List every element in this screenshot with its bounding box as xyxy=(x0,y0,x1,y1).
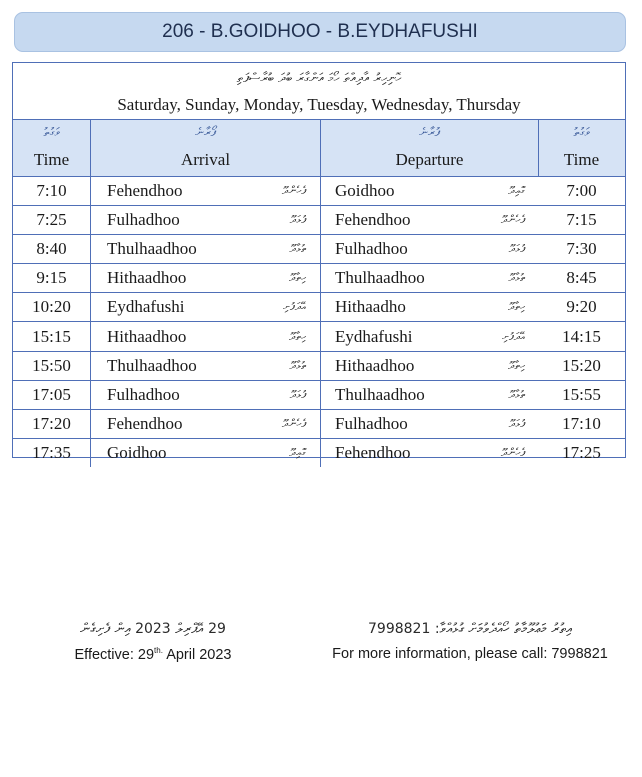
arrival-island xyxy=(91,352,321,380)
departure-island-english: Goidhoo xyxy=(335,181,395,201)
table-row xyxy=(13,381,625,410)
arrival-time: 17:20 xyxy=(13,410,91,438)
arrival-island-dhivehi: ތުޅާދޫ xyxy=(289,242,306,256)
departure-island xyxy=(321,439,539,467)
departure-island-english: Thulhaadhoo xyxy=(335,384,425,404)
arrival-time: 17:05 xyxy=(13,381,91,409)
arrival-island xyxy=(91,206,321,234)
contact-info-english: For more information, please call: 7998821 xyxy=(332,646,608,662)
header-arrival-time xyxy=(13,120,91,176)
arrival-island-english: Thulhaadhoo xyxy=(107,239,197,259)
operating-days xyxy=(13,63,625,120)
arrival-island xyxy=(91,177,321,205)
arrival-island xyxy=(91,264,321,292)
arrival-island-english: Fehendhoo xyxy=(107,413,183,433)
route-title: 206 - B.GOIDHOO - B.EYDHAFUSHI xyxy=(14,12,626,52)
departure-island xyxy=(321,293,539,321)
header-arrival xyxy=(91,120,321,176)
contact-info-dhivehi: އިތުރު މަޢުލޫމާތު ހޯއްދެވުމަށް ގުޅުއްވާ: 7998821 xyxy=(368,621,572,637)
header-label-dhivehi: ފޯރާނެ xyxy=(195,125,216,139)
header-label-dhivehi: ވަގުތު xyxy=(43,125,60,139)
effective-day: 29 xyxy=(137,646,155,663)
arrival-island-english: Hithaadhoo xyxy=(107,268,187,288)
header-label-dhivehi: ވަގުތު xyxy=(573,125,590,139)
departure-island-english: Eydhafushi xyxy=(335,326,413,346)
table-row xyxy=(13,439,625,467)
arrival-island-english: Fulhadhoo xyxy=(107,384,180,404)
departure-island-dhivehi: ތުޅާދޫ xyxy=(508,387,525,401)
arrival-time: 15:15 xyxy=(13,322,91,350)
departure-time: 8:45 xyxy=(566,268,597,288)
departure-time: 14:15 xyxy=(562,326,601,346)
arrival-island-dhivehi: ފުޅަދޫ xyxy=(289,213,306,227)
table-row xyxy=(13,264,625,293)
departure-island xyxy=(321,352,539,380)
arrival-island-dhivehi: ފުޅަދޫ xyxy=(289,387,306,401)
arrival-island-english: Hithaadhoo xyxy=(107,326,187,346)
arrival-island-english: Fulhadhoo xyxy=(107,210,180,230)
departure-island xyxy=(321,322,539,350)
table-row xyxy=(13,206,625,235)
departure-island-english: Thulhaadhoo xyxy=(335,268,425,288)
departure-island-dhivehi: ފުޅަދޫ xyxy=(508,242,525,256)
operating-days-english: Saturday, Sunday, Monday, Tuesday, Wednesday, Thursday xyxy=(117,95,521,114)
arrival-island-dhivehi: ފެހެންދޫ xyxy=(281,416,306,430)
departure-time: 15:55 xyxy=(562,384,601,404)
departure-time: 9:20 xyxy=(566,297,597,317)
arrival-island-english: Goidhoo xyxy=(107,442,167,462)
table-row xyxy=(13,352,625,381)
departure-island-english: Fehendhoo xyxy=(335,210,411,230)
effective-label: Effective: xyxy=(74,646,134,663)
arrival-island-dhivehi: ހިތާދޫ xyxy=(289,329,306,343)
arrival-island-dhivehi: އޭދަފުށި xyxy=(283,300,306,314)
departure-island-english: Fulhadhoo xyxy=(335,239,408,259)
header-label-english: Time xyxy=(33,150,70,169)
arrival-island xyxy=(91,410,321,438)
arrival-time: 17:35 xyxy=(13,439,91,467)
header-departure-time xyxy=(539,120,624,176)
arrival-time: 10:20 xyxy=(13,293,91,321)
departure-island-dhivehi: ހިތާދޫ xyxy=(508,300,525,314)
departure-time: 15:20 xyxy=(562,355,601,375)
arrival-time: 8:40 xyxy=(13,235,91,263)
departure-island-english: Hithaadhoo xyxy=(335,355,415,375)
timetable xyxy=(12,62,626,462)
operating-days-dhivehi: ހޮނިހިރު އާދިއްތަ ހޯމަ އަންގާރަ ބުދަ ބުރާސްފަތި xyxy=(236,71,402,86)
arrival-time: 9:15 xyxy=(13,264,91,292)
departure-island xyxy=(321,410,539,438)
departure-island-english: Hithaadho xyxy=(335,297,406,317)
table-row xyxy=(13,410,625,439)
arrival-island-english: Eydhafushi xyxy=(107,297,185,317)
departure-time: 7:00 xyxy=(566,181,597,201)
column-headers xyxy=(13,120,625,177)
arrival-time: 7:25 xyxy=(13,206,91,234)
departure-island-dhivehi: ފެހެންދޫ xyxy=(500,213,525,227)
departure-island-dhivehi: ފުޅަދޫ xyxy=(508,416,525,430)
departure-time: 7:30 xyxy=(566,239,597,259)
header-departure xyxy=(321,120,539,176)
arrival-island-dhivehi: ހިތާދޫ xyxy=(289,271,306,285)
arrival-island xyxy=(91,293,321,321)
header-label-english: Departure xyxy=(395,150,464,169)
arrival-island-dhivehi: ތުޅާދޫ xyxy=(289,358,306,372)
header-label-english: Arrival xyxy=(180,150,231,169)
departure-time: 7:15 xyxy=(566,210,597,230)
departure-island-dhivehi: ފެހެންދޫ xyxy=(500,445,525,459)
effective-date-dhivehi: 29 އޭޕްރިލް 2023 އިން ފެށިގެން xyxy=(80,621,226,637)
arrival-island-dhivehi: ގޮއިދޫ xyxy=(289,445,306,459)
effective-month-year: April 2023 xyxy=(166,646,232,663)
effective-date xyxy=(48,618,258,663)
table-row xyxy=(13,293,625,322)
departure-island xyxy=(321,206,539,234)
departure-time: 17:25 xyxy=(562,442,601,462)
arrival-island xyxy=(91,322,321,350)
arrival-island-english: Fehendhoo xyxy=(107,181,183,201)
arrival-island xyxy=(91,235,321,263)
table-row xyxy=(13,177,625,206)
departure-island-english: Fulhadhoo xyxy=(335,413,408,433)
arrival-time: 7:10 xyxy=(13,177,91,205)
header-label-english: Time xyxy=(563,150,600,169)
departure-time: 17:10 xyxy=(562,413,601,433)
departure-island-english: Fehendhoo xyxy=(335,442,411,462)
effective-date-english xyxy=(48,646,258,663)
arrival-island-dhivehi: ފެހެންދޫ xyxy=(281,184,306,198)
departure-island-dhivehi: ތުޅާދޫ xyxy=(508,271,525,285)
table-row xyxy=(13,322,625,351)
arrival-island xyxy=(91,439,321,467)
arrival-time: 15:50 xyxy=(13,352,91,380)
table-row xyxy=(13,235,625,264)
arrival-island-english: Thulhaadhoo xyxy=(107,355,197,375)
departure-island-dhivehi: ގޮއިދޫ xyxy=(508,184,525,198)
effective-day-suffix: th. xyxy=(154,646,163,655)
departure-island xyxy=(321,264,539,292)
departure-island xyxy=(321,381,539,409)
departure-island xyxy=(321,235,539,263)
arrival-island xyxy=(91,381,321,409)
contact-info xyxy=(320,618,620,662)
departure-island-dhivehi: އޭދަފުށި xyxy=(502,329,525,343)
header-label-dhivehi: ފުރާނެ xyxy=(419,125,440,139)
departure-island-dhivehi: ހިތާދޫ xyxy=(508,358,525,372)
departure-island xyxy=(321,177,539,205)
timetable-rows xyxy=(13,177,625,467)
